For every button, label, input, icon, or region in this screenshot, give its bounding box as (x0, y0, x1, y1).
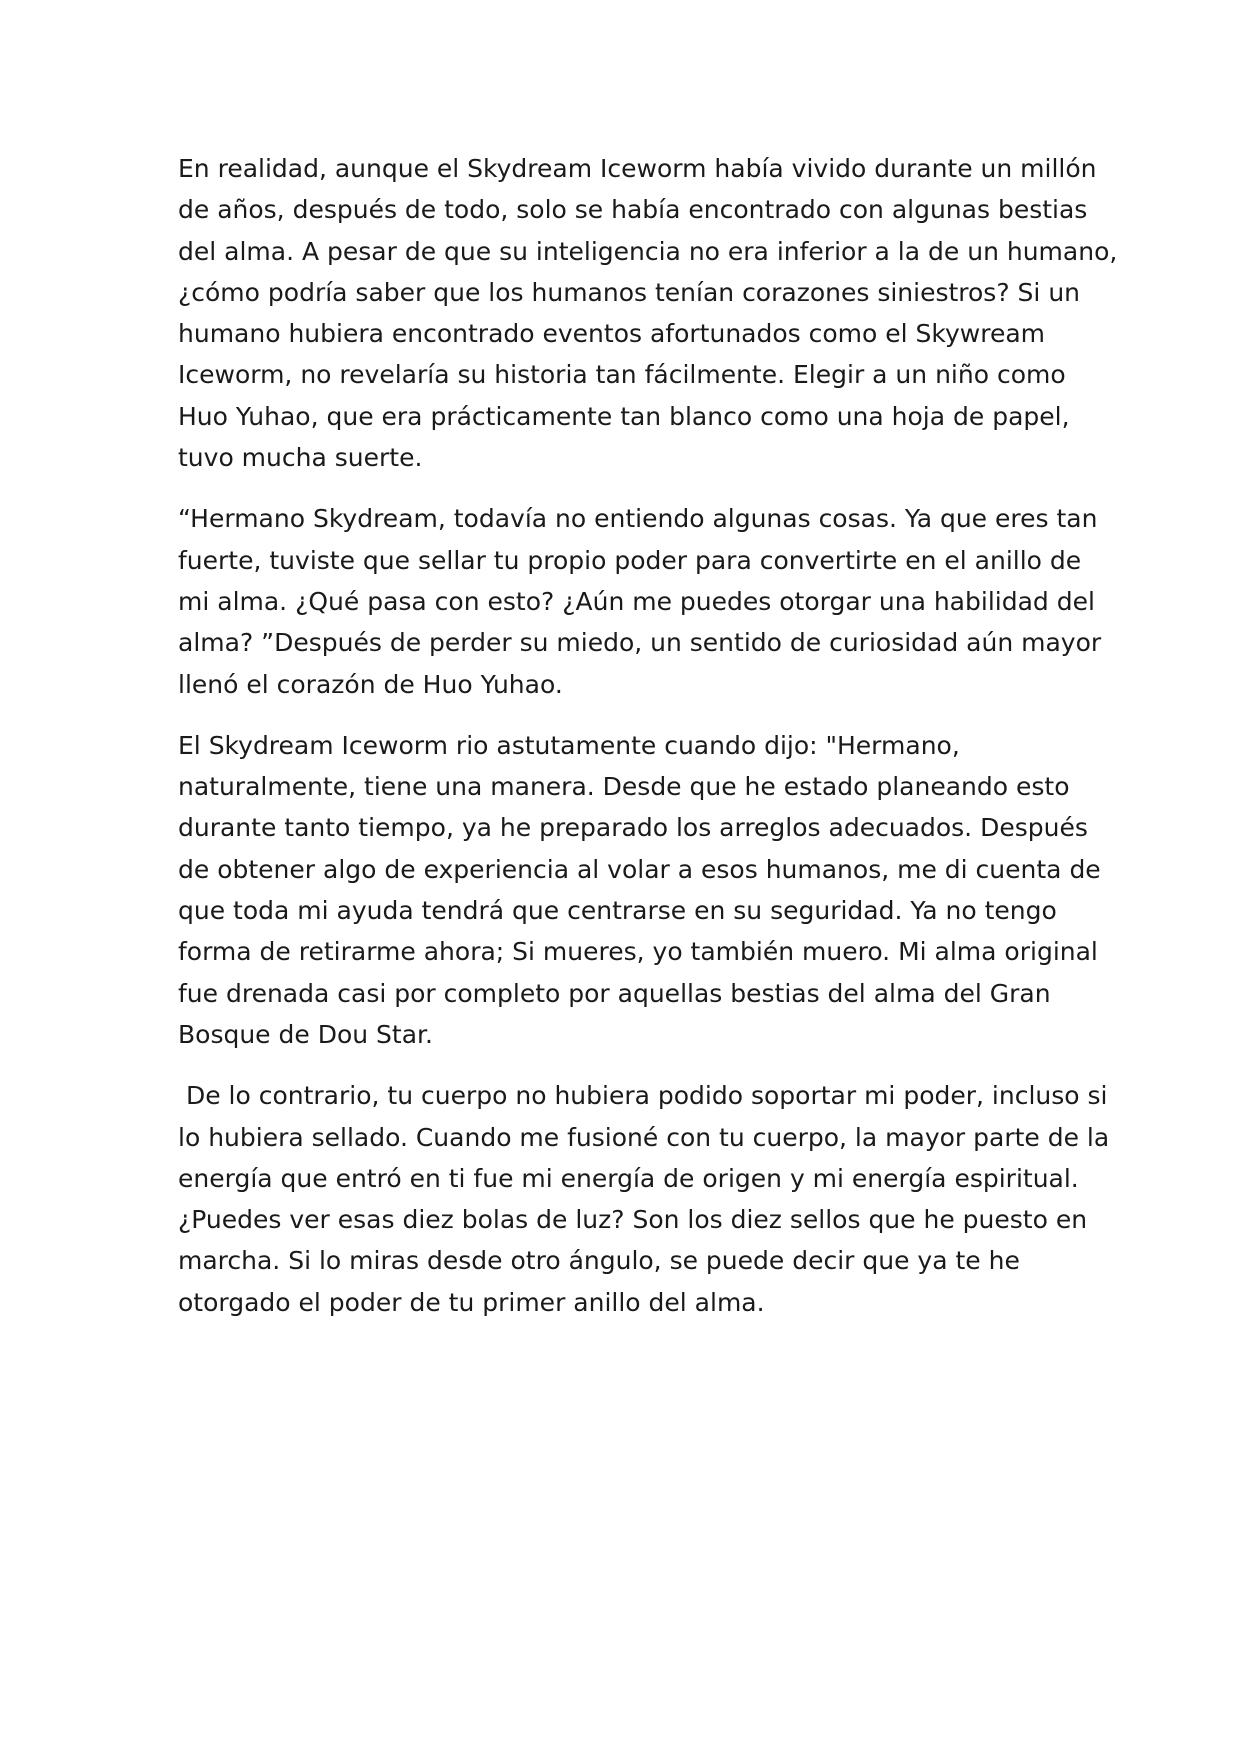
text-line: del alma. A pesar de que su inteligencia no era inferior a la de un humano, (178, 236, 1118, 266)
text-line: forma de retirarme ahora; Si mueres, yo también muero. Mi alma original (178, 937, 1098, 967)
text-line: de obtener algo de experiencia al volar a esos humanos, me di cuenta de (178, 854, 1101, 884)
text-line: durante tanto tiempo, ya he preparado los arreglos adecuados. Después (178, 813, 1088, 843)
text-line: En realidad, aunque el Skydream Iceworm había vivido durante un millón (178, 154, 1097, 183)
paragraph-2 (178, 498, 1102, 704)
paragraph-3 (178, 725, 1101, 1055)
text-line: llenó el corazón de Huo Yuhao. (178, 669, 563, 699)
text-line: humano hubiera encontrado eventos afortunados como el Skywream (178, 319, 1046, 349)
paragraph-1 (178, 148, 1118, 478)
text-line: mi alma. ¿Qué pasa con esto? ¿Aún me puedes otorgar una habilidad del (178, 586, 1095, 616)
text-line: energía que entró en ti fue mi energía de origen y mi energía espiritual. (178, 1163, 1079, 1193)
text-line: Iceworm, no revelaría su historia tan fácilmente. Elegir a un niño como (178, 360, 1066, 390)
text-line: tuvo mucha suerte. (178, 443, 423, 473)
text-line: marcha. Si lo miras desde otro ángulo, se puede decir que ya te he (178, 1246, 1020, 1276)
text-line: fuerte, tuviste que sellar tu propio poder para convertirte en el anillo de (178, 545, 1082, 575)
text-line: ¿Puedes ver esas diez bolas de luz? Son los diez sellos que he puesto en (178, 1205, 1088, 1235)
text-line: Huo Yuhao, que era prácticamente tan blanco como una hoja de papel, (178, 401, 1070, 431)
text-line: ¿cómo podría saber que los humanos tenían corazones siniestros? Si un (178, 277, 1081, 307)
text-line: Bosque de Dou Star. (178, 1019, 433, 1049)
text-line: otorgado el poder de tu primer anillo del alma. (178, 1287, 765, 1317)
text-line: lo hubiera sellado. Cuando me fusioné con tu cuerpo, la mayor parte de la (178, 1122, 1110, 1152)
text-line: fue drenada casi por completo por aquellas bestias del alma del Gran (178, 978, 1051, 1008)
text-line: El Skydream Iceworm rio astutamente cuando dijo: "Hermano, (178, 730, 960, 760)
text-line: naturalmente, tiene una manera. Desde que he estado planeando esto (178, 772, 1070, 802)
text-line: de años, después de todo, solo se había encontrado con algunas bestias (178, 195, 1088, 225)
text-line: alma? ”Después de perder su miedo, un sentido de curiosidad aún mayor (178, 628, 1102, 658)
text-line: que toda mi ayuda tendrá que centrarse en su seguridad. Ya no tengo (178, 896, 1057, 926)
text-line: “Hermano Skydream, todavía no entiendo algunas cosas. Ya que eres tan (178, 504, 1098, 534)
text-line: De lo contrario, tu cuerpo no hubiera podido soportar mi poder, incluso si (178, 1081, 1108, 1111)
body-text (178, 148, 1118, 1343)
paragraph-4 (178, 1075, 1110, 1323)
